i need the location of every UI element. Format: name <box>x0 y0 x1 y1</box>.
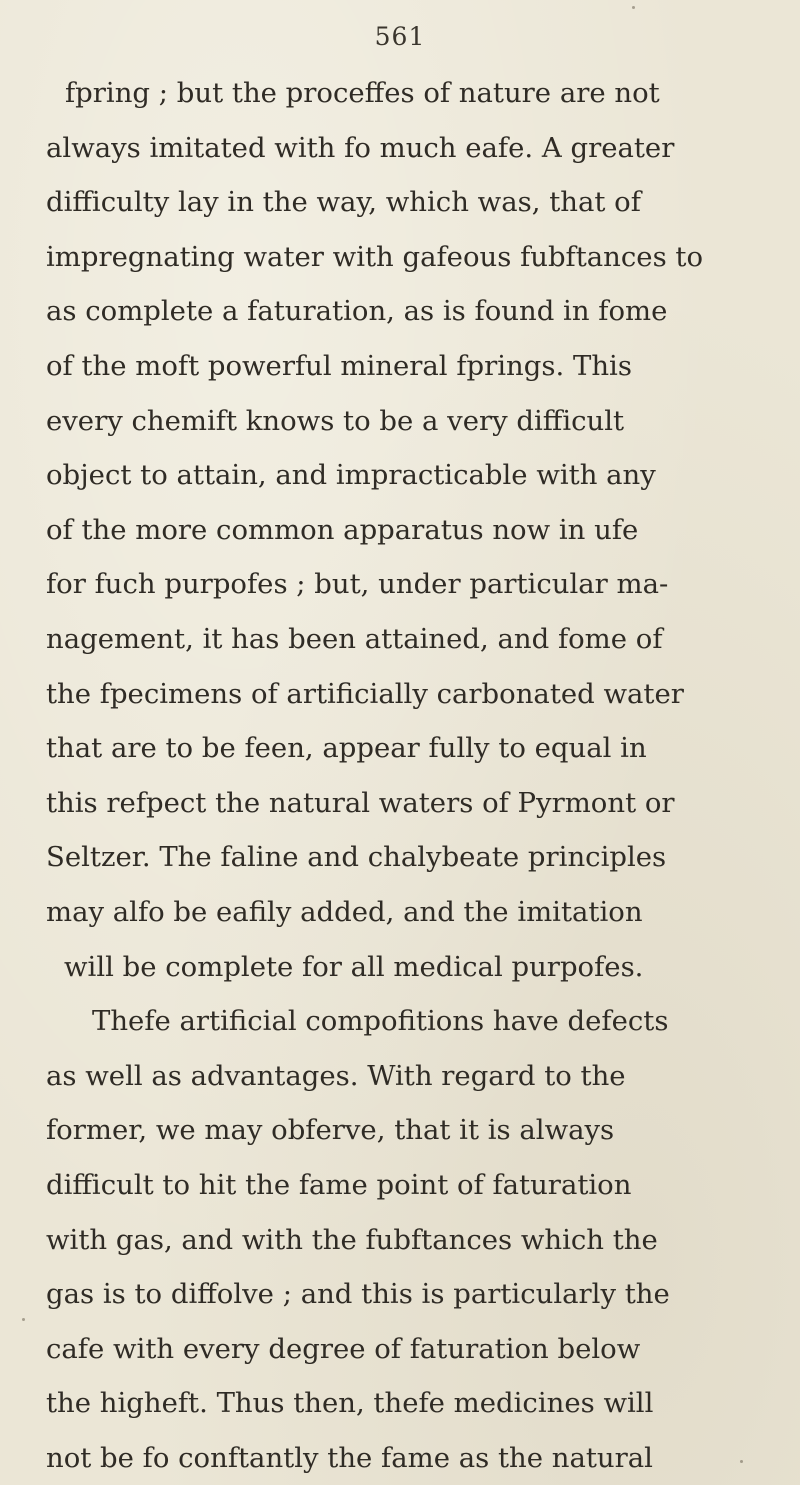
text-line: object to attain, and impracticable with any <box>46 459 656 492</box>
text-line: for fuch purpofes ; but, under particular ma- <box>46 568 669 601</box>
text-line: difficulty lay in the way, which was, that of <box>46 186 641 219</box>
text-line: gas is to diffolve ; and this is particularly the <box>46 1278 670 1311</box>
text-line: difficult to hit the fame point of faturation <box>46 1169 632 1201</box>
paper-speck <box>740 1460 743 1463</box>
text-line: impregnating water with gafeous fubftances to <box>46 240 704 273</box>
page-number: 561 <box>374 22 426 51</box>
text-line: as complete a faturation, as is found in fome <box>46 295 668 328</box>
text-line: nagement, it has been attained, and fome of <box>46 623 663 655</box>
text-line: with gas, and with the fubftances which the <box>46 1223 658 1256</box>
paper-speck <box>632 6 635 9</box>
text-line: the higheft. Thus then, thefe medicines will <box>46 1387 654 1420</box>
text-line: Seltzer. The faline and chalybeate principles <box>46 841 667 874</box>
text-line: cafe with every degree of faturation below <box>46 1332 641 1365</box>
text-line: as well as advantages. With regard to the <box>46 1059 626 1092</box>
text-line: will be complete for all medical purpofes. <box>64 950 644 983</box>
text-line: this refpect the natural waters of Pyrmont or <box>46 786 675 819</box>
text-line: that are to be feen, appear fully to equal in <box>46 732 647 765</box>
text-line: former, we may obferve, that it is always <box>46 1114 615 1147</box>
text-line: not be fo conftantly the fame as the natural <box>46 1442 653 1474</box>
text-line: may alfo be eafily added, and the imitation <box>46 896 643 928</box>
text-line: Thefe artificial compofitions have defects <box>92 1005 669 1038</box>
text-line: of the moft powerful mineral fprings. This <box>46 350 632 382</box>
text-line: every chemift knows to be a very difficult <box>46 404 625 437</box>
text-line: always imitated with fo much eafe. A greater <box>46 131 675 164</box>
text-line: of the more common apparatus now in ufe <box>46 513 639 546</box>
paper-speck <box>22 1318 25 1321</box>
text-line: the fpecimens of artificially carbonated water <box>46 677 684 710</box>
text-line: fpring ; but the proceffes of nature are not <box>65 77 660 109</box>
